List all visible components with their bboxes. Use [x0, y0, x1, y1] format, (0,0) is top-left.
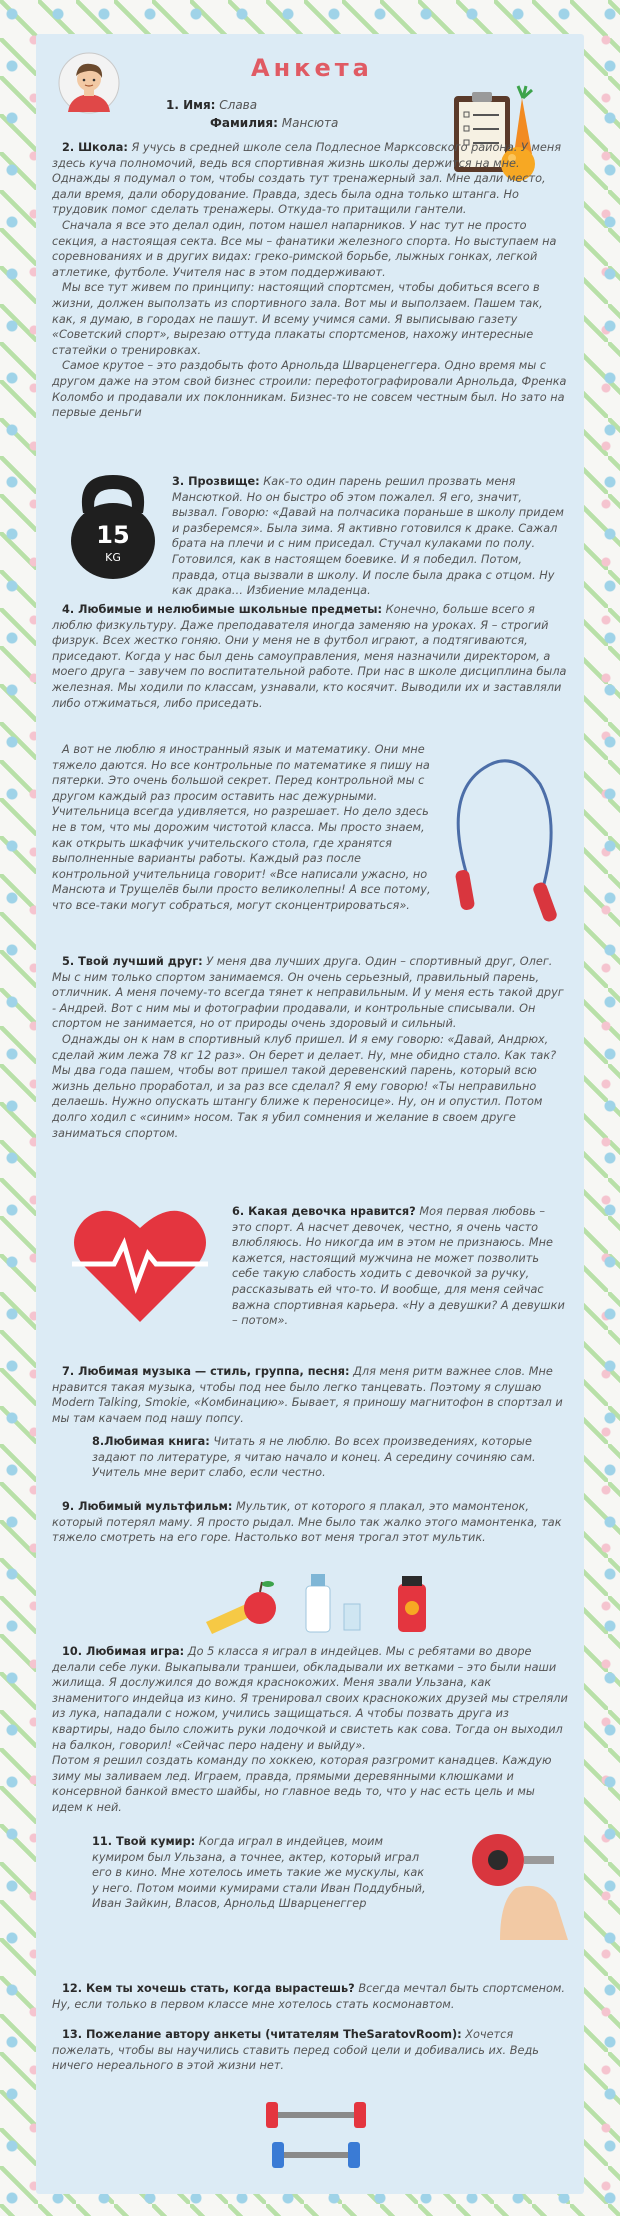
- kettlebell-unit: KG: [105, 551, 121, 564]
- nutrition-icons: [202, 1564, 452, 1634]
- apple-icon: [244, 1581, 276, 1624]
- cartoon-label: 9. Любимый мультфильм:: [62, 1500, 233, 1513]
- girl-text: Моя первая любовь – это спорт. А насчет девочек, честно, я очень часто влюбляюсь. Но никогда им в этом не признаюсь. Мне кажется, настоящий мужчина не может позволить себе такую слабость ходить с девочкой за ручку, рассказывать ей что-то. И вообще, для меня сейчас важна спортивная карьера. «Ну а девушки? А девушки – потом».: [232, 1205, 565, 1328]
- surname-row: [210, 116, 338, 130]
- music-text: Для меня ритм важнее слов. Мне нравится такая музыка, чтобы под нее было легко танцевать. Поэтому я слушаю Modern Talking, Smokie, «Комбинацию». Бывает, я приношу магнитофон в спортзал и мы там качаем под нашу попсу.: [52, 1365, 563, 1425]
- name-value: Слава: [219, 98, 258, 112]
- surname-label: Фамилия:: [210, 116, 278, 130]
- section-school: [52, 140, 568, 421]
- future-label: 12. Кем ты хочешь стать, когда вырастешь?: [62, 1982, 355, 1995]
- nickname-text: Как-то один парень решил прозвать меня Мансюткой. Но он быстро об этом пожалел. Я его, значит, вызвал. Говорю: «Давай на полчасика пораньше в школу придем и разберемся». Была зима. Я активно готовился к драке. Сажал брата на плечи и с ним приседал. Стучал кулаками по полу. Готовился, как в настоящем боевике. И я победил. Потом, правда, отца вызвали в школу. И после была драка с отцом. Ну как драка… Избиение младенца.: [172, 475, 564, 598]
- heartbeat-icon: [70, 1200, 210, 1330]
- idol-text: Когда играл в индейцев, моим кумиром был Ульзана, а точнее, актер, который играл его в кино. Мне хотелось иметь такие же мускулы, как у него. Потом моими кумирами стали Иван Поддубный, Иван Зайкин, Власов, Арнольд Шварценеггер: [92, 1835, 426, 1911]
- section-subjects-cont: [52, 742, 434, 914]
- milk-bottle-icon: [306, 1574, 330, 1632]
- dumbbell-icon: [256, 2096, 376, 2176]
- page-title: Анкета: [251, 54, 373, 82]
- section-nickname: [172, 474, 568, 599]
- wish-text: Хочется пожелать, чтобы вы научились ставить перед собой цели и добивались их. Ведь ничего нереального в этой жизни нет.: [52, 2028, 539, 2073]
- section-wish: [52, 2027, 568, 2074]
- book-label: 8.Любимая книга:: [92, 1435, 210, 1448]
- section-friend: [52, 954, 568, 1141]
- section-book: [92, 1434, 568, 1481]
- glass-icon: [344, 1604, 360, 1630]
- nickname-label: 3. Прозвище:: [172, 475, 260, 488]
- game-label: 10. Любимая игра:: [62, 1645, 185, 1658]
- name-row: [166, 98, 257, 112]
- friend-label: 5. Твой лучший друг:: [62, 955, 203, 968]
- subjects-label: 4. Любимые и нелюбимые школьные предметы:: [62, 603, 383, 616]
- game-text-2: Потом я решил создать команду по хоккею, которая разгромит канадцев. Каждую зиму мы заливаем лед. Играем, правда, прямыми деревянными клюшками и консервной банкой вместо шайбы, но главное ведь то, что у нас есть цель и мы идем к ней.: [52, 1754, 552, 1814]
- book-text: Читать я не люблю. Во всех произведениях, которые задают по литературе, я читаю начало и конец. А середину сочиняю сам. Учитель мне верит слабо, если честно.: [92, 1435, 536, 1480]
- school-text-3: Мы все тут живем по принципу: настоящий спортсмен, чтобы добиться всего в жизни, должен выползать из спортивного зала. Вот мы и выползаем. Пашем так, как, я думаю, в городах не пашут. И всему учимся сами. Я выписываю газету «Советский спорт», вырезаю оттуда плакаты спортсменов, нахожу интересные статейки о тренировках.: [52, 281, 543, 357]
- subjects-text-2: А вот не люблю я иностранный язык и математику. Они мне тяжело даются. Но все контрольные по математике я пишу на пятерки. Это очень большой секрет. Перед контрольной мы с другом каждый раз просим оставить нас дежурными. Учительница всегда удивляется, но разрешает. Но дело здесь не в том, что мы дорожим чистотой класса. Мы просто знаем, как открыть шкафчик учительского стола, где хранятся выполненные варианты работы. Каждый раз после контрольной учительница говорит! «Все написали ужасно, но Мансюта и Трущелёв были просто великолепны! А все потому, что все-таки могут собраться, могут сконцентрироваться».: [52, 743, 431, 912]
- school-text-2: Сначала я все это делал один, потом нашел напарников. У нас тут не просто секция, а настоящая секта. Все мы – фанатики железного спорта. Но выступаем на соревнованиях и в других видах: греко-римской борьбе, лыжных гонках, легкой атлетике, футболе. Учителя нас в этом поддерживают.: [52, 218, 557, 279]
- subjects-text-1: Конечно, больше всего я люблю физкультуру. Даже преподавателя иногда заменяю на уроках. Я – строгий физрук. Всех жестко гоняю. Они у меня не в футбол играют, а подтягиваются, приседают. Когда у нас был день самоуправления, меня назначили директором, а моего друга – завучем по воспитательной работе. При нас в школе дисциплина была железная. Мы ходили по классам, узнавали, кто косячит. Выводили их и заставляли либо отжиматься, либо приседать.: [52, 603, 567, 710]
- name-label: 1. Имя:: [166, 98, 216, 112]
- jump-rope-icon: [444, 754, 564, 924]
- section-subjects: [52, 602, 568, 711]
- boy-avatar-icon: [58, 52, 120, 114]
- section-game: [52, 1644, 568, 1816]
- friend-text-1: У меня два лучших друга. Один – спортивный друг, Олег. Мы с ним только спортом занимаемся. Он очень серьезный, правильный парень, отличник. А меня почему-то всегда тянет к неправильным. И у меня есть такой друг - Андрей. Вот с ним мы и фотографии продавали, и контрольные списывали. Он спортом не занимается, но от природы очень здоровый и сильный.: [52, 955, 564, 1031]
- section-music: [52, 1364, 568, 1426]
- music-label: 7. Любимая музыка — стиль, группа, песня:: [62, 1365, 350, 1378]
- bicep-dumbbell-icon: [440, 1830, 568, 1940]
- section-idol: [92, 1834, 434, 1912]
- future-text: Всегда мечтал быть спортсменом. Ну, если только в первом классе мне хотелось стать космонавтом.: [52, 1982, 566, 2011]
- game-text-1: До 5 класса я играл в индейцев. Мы с ребятами во дворе делали себе луки. Выкапывали траншеи, обкладывали их ветками – это были наши жилища. Я дослужился до вождя краснокожих. Меня звали Ульзана, как знаменитого индейца из кино. Я тренировал своих краснокожих друзей мы стреляли из лука, нападали с ножом, учились защищаться. А чтобы позвать друга из квартиры, надо было сложить руки лодочкой и свистеть как сова. Тогда он выходил на балкон, говорил! «Сейчас перо надену и выйду».: [52, 1645, 568, 1752]
- friend-text-2: Однажды он к нам в спортивный клуб пришел. И я ему говорю: «Давай, Андрюх, сделай жим лежа 78 кг 12 раз». Он берет и делает. Ну, мне обидно стало. Как так? Мы два года пашем, чтобы вот пришел такой деревенский парень, который всю жизнь дельно проработал, и за раз все сделал? Я ему говорю! «Ты неправильно делаешь. Нужно опускать штангу ближе к переносице». Ну, он и опустил. Потом долго ходил с «синим» носом. Так я убил сомнения и желание в своем друге заниматься спортом.: [52, 1032, 557, 1140]
- cartoon-text: Мультик, от которого я плакал, это мамонтенок, который потерял маму. Я просто рыдал. Мне было так жалко этого мамонтенка, так тяжело смотреть на его горе. Настолько вот меня трогал этот мультик.: [52, 1500, 562, 1545]
- kettlebell-icon: [58, 469, 168, 581]
- questionnaire-card: [36, 34, 584, 2194]
- section-cartoon: [52, 1499, 568, 1546]
- surname-value: Мансюта: [281, 116, 339, 130]
- school-text-1: Я учусь в средней школе села Подлесное Марксовского района. У меня здесь куча полномочий, ведь вся спортивная жизнь школы держится на мне. Однажды я подумал о том, чтобы создать тут тренажерный зал. Мне дали место, дали время, дали оборудование. Правда, здесь была одна только штанга. Но трудовик помог сделать тренажеры. Откуда-то притащили гантели.: [52, 141, 562, 217]
- school-text-4: Самое крутое – это раздобыть фото Арнольда Шварценеггера. Одно время мы с другом даже на этом свой бизнес строили: перефотографировали Арнольда, Френка Коломбо и продавали их поклонникам. Бизнес-то не совсем честным был. Но зато на первые деньги: [52, 359, 567, 420]
- supplement-jar-icon: [398, 1576, 426, 1632]
- school-label: 2. Школа:: [62, 141, 128, 154]
- wish-label: 13. Пожелание автору анкеты (читателям TheSaratovRoom):: [62, 2028, 462, 2041]
- idol-label: 11. Твой кумир:: [92, 1835, 196, 1848]
- section-girl: [232, 1204, 568, 1329]
- kettlebell-weight: 15: [96, 521, 130, 549]
- section-future: [52, 1981, 568, 2012]
- girl-label: 6. Какая девочка нравится?: [232, 1205, 416, 1218]
